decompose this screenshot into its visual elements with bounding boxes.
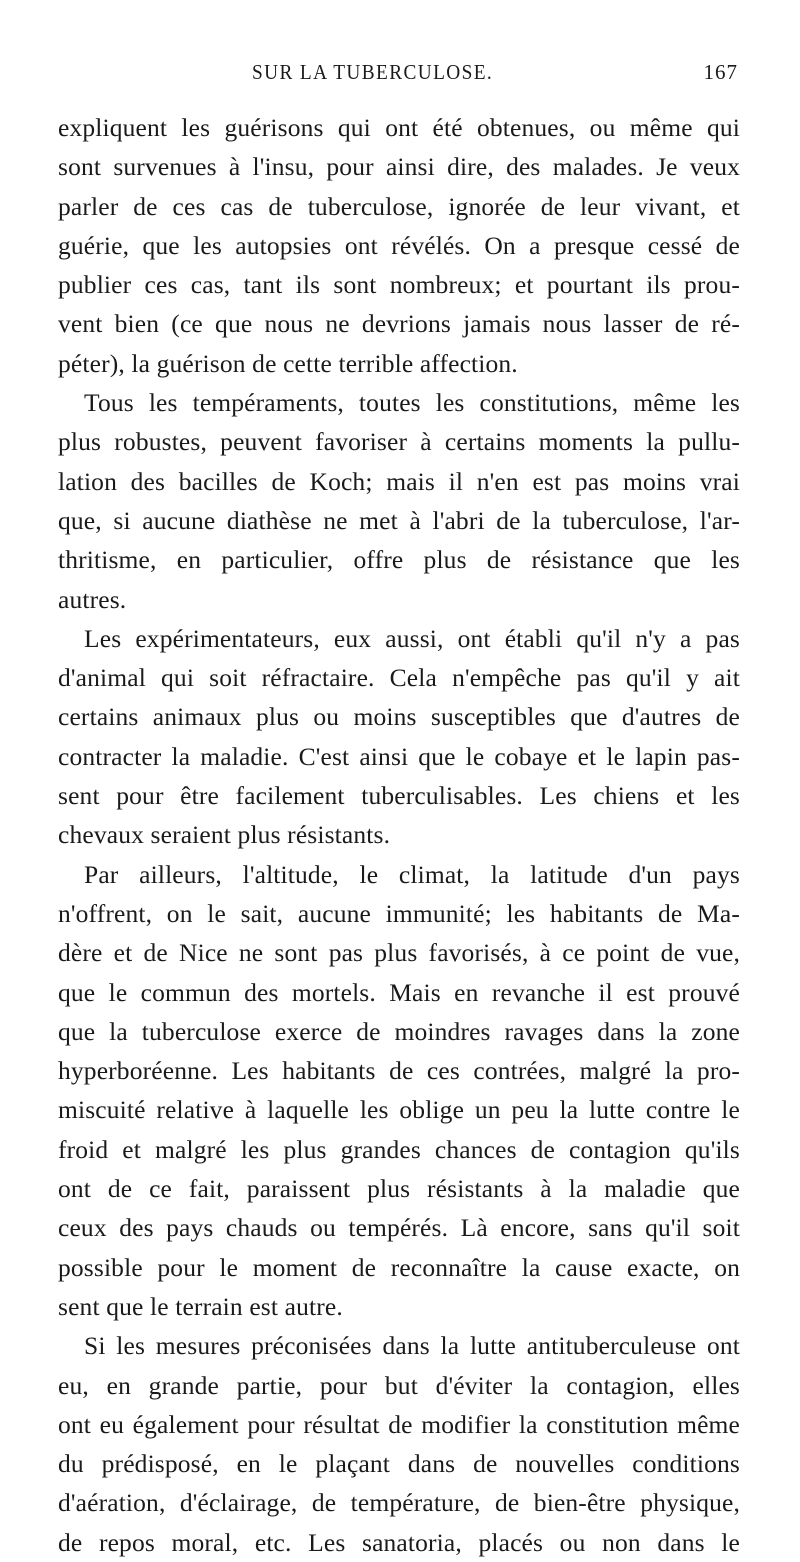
- running-title: SUR LA TUBERCULOSE.: [252, 60, 494, 84]
- text-line: que, si aucune diathèse ne met à l'abri de la tuberculose, l'ar-: [58, 505, 740, 535]
- text-line: lation des bacilles de Koch; mais il n'en est pas moins vrai: [58, 466, 740, 496]
- text-line: Les expérimentateurs, eux aussi, ont établi qu'il n'y a pas: [84, 623, 740, 653]
- text-line: chevaux seraient plus résistants.: [58, 820, 391, 850]
- text-line: d'aération, d'éclairage, de température, de bien-être physique,: [58, 1488, 740, 1518]
- text-line: sent pour être facilement tuberculisables. Les chiens et les: [58, 781, 740, 811]
- text-line: contracter la maladie. C'est ainsi que le cobaye et le lapin pas-: [58, 741, 740, 771]
- text-line: que le commun des mortels. Mais en revanche il est prouvé: [58, 977, 740, 1007]
- text-line: autres.: [58, 584, 127, 614]
- text-line: thritisme, en particulier, offre plus de résistance que les: [58, 545, 740, 575]
- body-text: [58, 108, 740, 1562]
- text-line: eu, en grande partie, pour but d'éviter la contagion, elles: [58, 1370, 740, 1400]
- paragraph-1: [58, 108, 740, 383]
- text-line: n'offrent, on le sait, aucune immunité; les habitants de Ma-: [58, 898, 740, 928]
- text-line: guérie, que les autopsies ont révélés. On a presque cessé de: [58, 230, 740, 260]
- text-line: miscuité relative à laquelle les oblige un peu la lutte contre le: [58, 1095, 740, 1125]
- text-line: ceux des pays chauds ou tempérés. Là encore, sans qu'il soit: [58, 1213, 740, 1243]
- text-line: d'animal qui soit réfractaire. Cela n'empêche pas qu'il y ait: [58, 663, 740, 693]
- text-line: ont eu également pour résultat de modifier la constitution même: [58, 1409, 740, 1439]
- text-line: certains animaux plus ou moins susceptibles que d'autres de: [58, 702, 740, 732]
- text-line: sent que le terrain est autre.: [58, 1291, 343, 1321]
- paragraph-2: [58, 383, 740, 619]
- text-line: hyperboréenne. Les habitants de ces contrées, malgré la pro-: [58, 1056, 740, 1086]
- text-line: que la tuberculose exerce de moindres ravages dans la zone: [58, 1016, 740, 1046]
- text-line: Si les mesures préconisées dans la lutte antituberculeuse ont: [84, 1331, 740, 1361]
- text-line: du prédisposé, en le plaçant dans de nouvelles conditions: [58, 1449, 740, 1479]
- text-line: dère et de Nice ne sont pas plus favorisés, à ce point de vue,: [58, 938, 740, 968]
- text-line: Tous les tempéraments, toutes les constitutions, même les: [84, 388, 740, 418]
- text-line: parler de ces cas de tuberculose, ignorée de leur vivant, et: [58, 191, 740, 221]
- text-line: de repos moral, etc. Les sanatoria, placés ou non dans le: [58, 1527, 740, 1557]
- running-head: [0, 60, 800, 90]
- paragraph-4: [58, 855, 740, 1327]
- page-number: 167: [703, 60, 738, 84]
- text-line: vent bien (ce que nous ne devrions jamais nous lasser de ré-: [58, 309, 740, 339]
- text-line: sont survenues à l'insu, pour ainsi dire, des malades. Je veux: [58, 152, 740, 182]
- text-line: possible pour le moment de reconnaître la cause exacte, on: [58, 1252, 740, 1282]
- text-line: froid et malgré les plus grandes chances de contagion qu'ils: [58, 1134, 740, 1164]
- text-line: ont de ce fait, paraissent plus résistants à la maladie que: [58, 1174, 740, 1204]
- text-line: plus robustes, peuvent favoriser à certains moments la pullu-: [58, 427, 740, 457]
- text-line: publier ces cas, tant ils sont nombreux; et pourtant ils prou-: [58, 270, 740, 300]
- text-line: péter), la guérison de cette terrible affection.: [58, 348, 518, 378]
- text-line: Par ailleurs, l'altitude, le climat, la latitude d'un pays: [84, 859, 740, 889]
- text-line: expliquent les guérisons qui ont été obtenues, ou même qui: [58, 113, 740, 142]
- paragraph-5: [58, 1326, 740, 1562]
- paragraph-3: [58, 619, 740, 855]
